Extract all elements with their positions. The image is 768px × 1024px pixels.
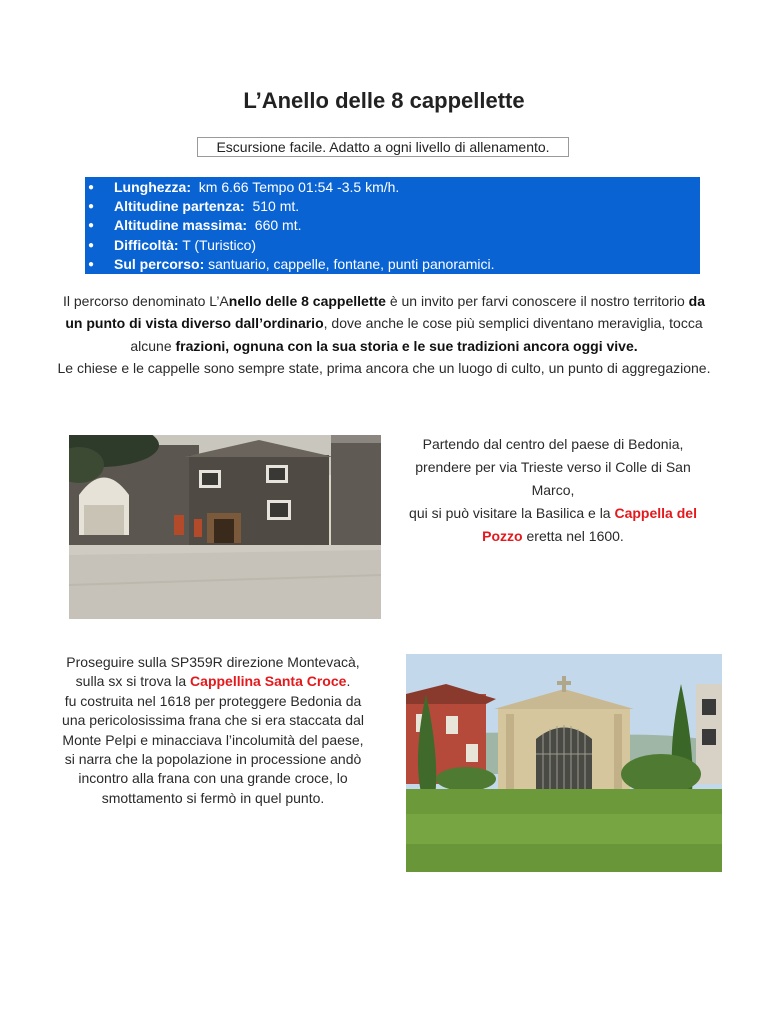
info-label: Difficoltà:: [114, 236, 179, 253]
info-label: Sul percorso:: [114, 255, 205, 272]
info-item-altitudine-partenza: [85, 197, 700, 216]
info-value: santuario, cappelle, fontane, punti panoramici.: [204, 255, 495, 272]
info-item-altitudine-massima: [85, 216, 700, 235]
info-item-difficolta: [85, 236, 700, 255]
info-value: T (Turistico): [178, 236, 257, 253]
page-title: L’Anello delle 8 cappellette: [243, 88, 525, 113]
bullet-icon: ●: [88, 220, 95, 232]
section1-text-2: qui si può visitare la Basilica e la: [409, 505, 615, 521]
info-list: [85, 178, 700, 274]
info-value: 660 mt.: [247, 217, 302, 234]
bullet-icon: ●: [88, 182, 95, 193]
section2-text: Proseguire sulla SP359R direzione Montevacà, sulla sx si trova la: [66, 654, 360, 690]
intro-paragraph: [55, 290, 713, 379]
info-value: km 6.66 Tempo 01:54 -3.5 km/h.: [191, 179, 400, 195]
info-label: Altitudine partenza:: [114, 198, 245, 215]
photo-cappellina-santa-croce: [406, 654, 722, 872]
intro-text: , dove anche le cose più semplici diventano meraviglia, tocca alcune: [130, 315, 703, 354]
highlight-cappella-del-pozzo: Cappella del Pozzo: [482, 505, 697, 544]
intro-bold: da un punto di vista diverso dall’ordinario: [65, 293, 705, 332]
bullet-icon: ●: [88, 258, 95, 270]
info-label: Lunghezza:: [114, 179, 191, 195]
section1-text: Partendo dal centro del paese di Bedonia, prendere per via Trieste verso il Colle di San Marco,: [415, 436, 691, 498]
bullet-icon: ●: [88, 201, 95, 213]
section2-text-2: fu costruita nel 1618 per proteggere Bedonia da una pericolosissima frana che si era staccata dal Monte Pelpi e minacciava l’incolumità del paese, si narra che la popolazione in processione andò incontro alla frana con una grande croce, lo smottamento si fermò in quel punto.: [62, 692, 364, 806]
intro-text-2: Le chiese e le cappelle sono sempre state, prima ancora che un luogo di culto, un punto di aggregazione.: [57, 359, 711, 376]
photo-cappella-del-pozzo: [69, 435, 381, 619]
section-cappella-del-pozzo: [398, 433, 708, 548]
intro-bold: nello delle 8 cappellette: [228, 293, 386, 309]
info-item-lunghezza: [85, 178, 700, 197]
intro-bold: frazioni, ognuna con la sua storia e le sue tradizioni ancora oggi vive.: [175, 337, 638, 354]
info-box: [85, 177, 700, 274]
section1-text-3: eretta nel 1600.: [522, 528, 624, 544]
info-label: Altitudine massima:: [114, 217, 248, 234]
intro-text: Il percorso denominato L’A: [63, 293, 229, 309]
bullet-icon: ●: [88, 239, 95, 251]
highlight-cappellina-santa-croce: Cappellina Santa Croce: [190, 673, 347, 690]
section2-period: .: [346, 673, 351, 690]
info-item-sul-percorso: [85, 255, 700, 274]
section-cappellina-santa-croce: [58, 653, 368, 808]
intro-text: è un invito per farvi conoscere il nostro territorio: [385, 293, 689, 309]
subtitle-box: Escursione facile. Adatto a ogni livello di allenamento.: [197, 137, 569, 157]
info-value: 510 mt.: [244, 198, 300, 215]
